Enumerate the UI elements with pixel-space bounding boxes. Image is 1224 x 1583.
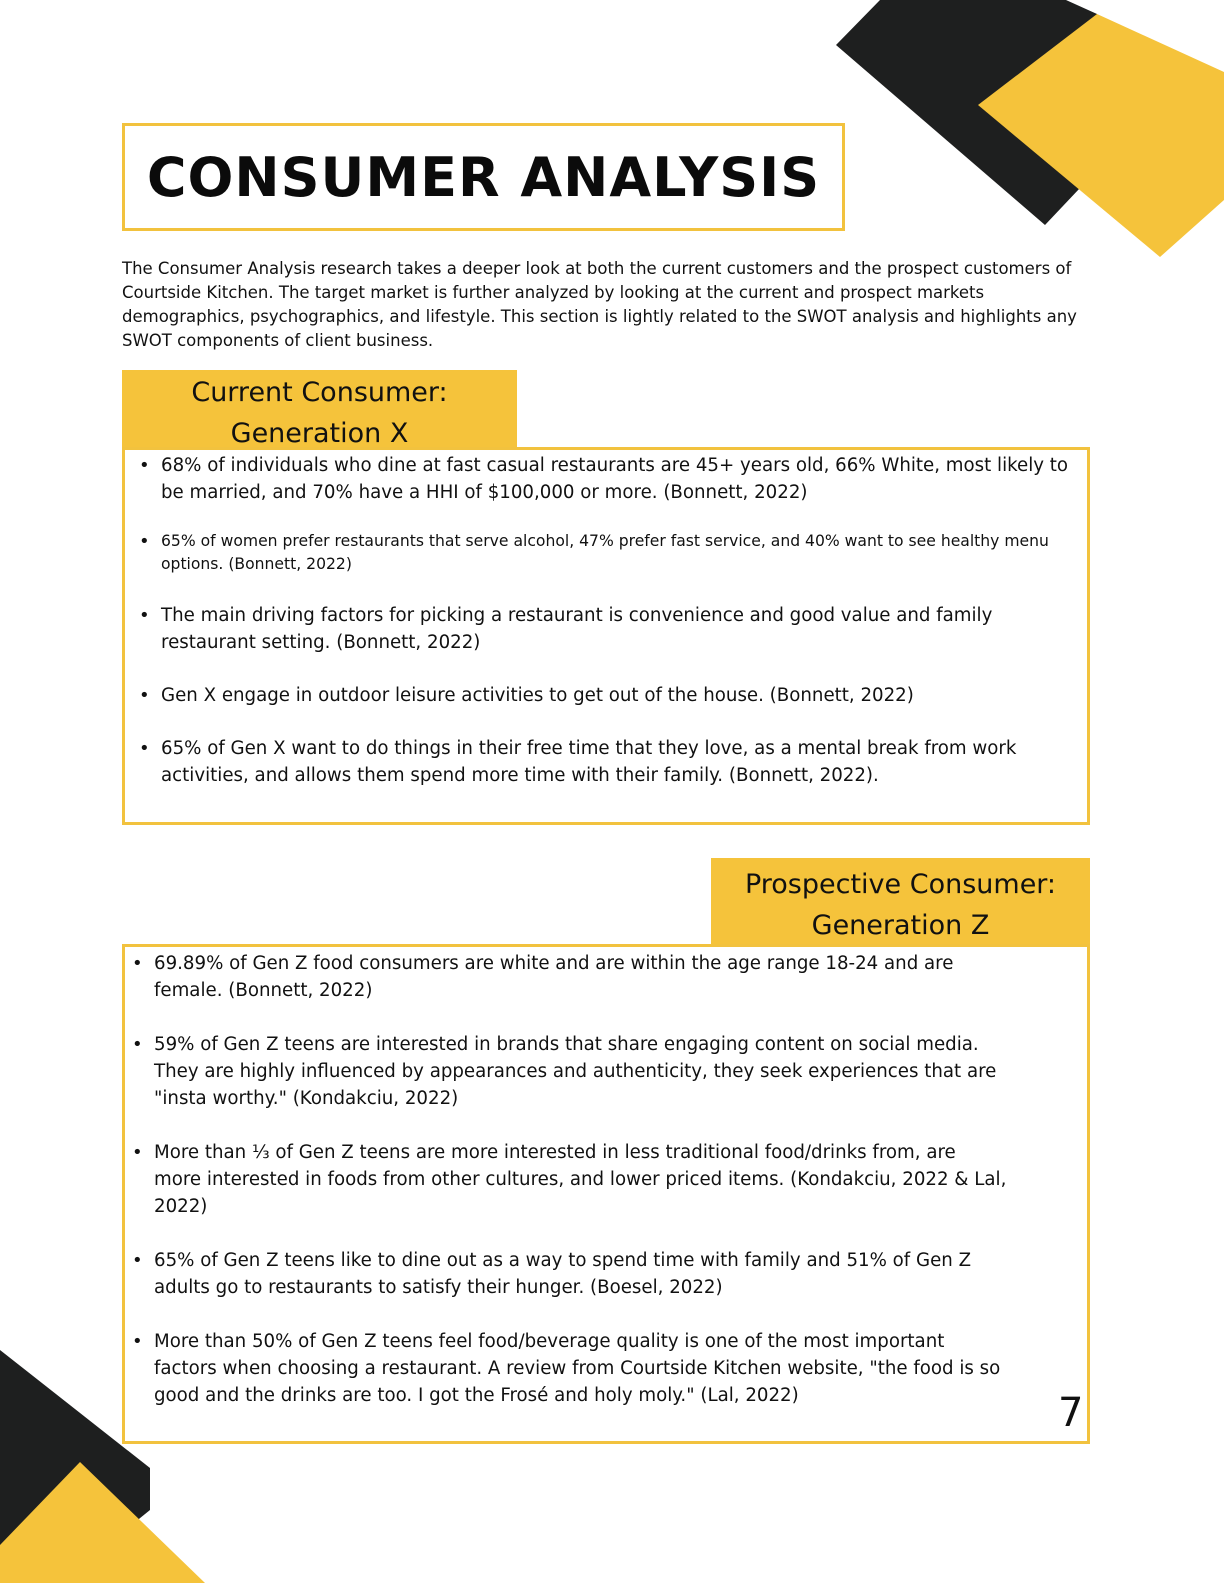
list-item: • 68% of individuals who dine at fast casual restaurants are 45+ years old, 66% White, most likely to be married, and 70% have a HHI of $100,000 or more. (Bonnett, 2022) (161, 452, 1081, 506)
prospective-heading-line1: Prospective Consumer: (744, 869, 1057, 900)
prospective-consumer-heading (711, 858, 1090, 944)
page-number: 7 (1058, 1390, 1084, 1436)
list-item: • 59% of Gen Z teens are interested in brands that share engaging content on social media. They are highly influenced by appearances and authenticity, they seek experiences that are "insta worthy." (Kondakciu, 2022) (154, 1031, 1007, 1112)
list-item: • 69.89% of Gen Z food consumers are white and are within the age range 18-24 and are female. (Bonnett, 2022) (154, 950, 1007, 1004)
list-item: • More than 50% of Gen Z teens feel food/beverage quality is one of the most important factors when choosing a restaurant. A review from Courtside Kitchen website, "the food is so good and the drinks are too. I got the Frosé and holy moly." (Lal, 2022) (154, 1328, 1007, 1409)
list-item: • More than ⅓ of Gen Z teens are more interested in less traditional food/drinks from, are more interested in foods from other cultures, and lower priced items. (Kondakciu, 2022 & Lal, 2022) (154, 1139, 1007, 1220)
current-heading-line2: Generation X (230, 418, 409, 449)
list-item: • 65% of Gen X want to do things in their free time that they love, as a mental break from work activities, and allows them spend more time with their family. (Bonnett, 2022). (161, 735, 1081, 789)
list-item: • 65% of women prefer restaurants that serve alcohol, 47% prefer fast service, and 40% want to see healthy menu options. (Bonnett, 2022) (161, 530, 1081, 576)
page-title: CONSUMER ANALYSIS (146, 145, 821, 209)
title-box (122, 123, 845, 231)
list-item: • Gen X engage in outdoor leisure activities to get out of the house. (Bonnett, 2022) (161, 682, 1081, 709)
prospective-consumer-box (122, 944, 1090, 1444)
list-item: • 65% of Gen Z teens like to dine out as a way to spend time with family and 51% of Gen Z adults go to restaurants to satisfy their hunger. (Boesel, 2022) (154, 1247, 1007, 1301)
intro-paragraph: The Consumer Analysis research takes a deeper look at both the current customers and the prospect customers of Courtside Kitchen. The target market is further analyzed by looking at the current and prospect markets demographics, psychographics, and lifestyle. This section is lightly related to the SWOT analysis and highlights any SWOT components of client business. (122, 259, 1077, 350)
current-consumer-heading (122, 370, 517, 447)
prospective-consumer-list (125, 947, 1087, 1409)
current-heading-line1: Current Consumer: (191, 377, 448, 408)
current-consumer-list (125, 450, 1087, 789)
list-item: • The main driving factors for picking a restaurant is convenience and good value and family restaurant setting. (Bonnett, 2022) (161, 602, 1081, 656)
prospective-heading-line2: Generation Z (811, 910, 990, 941)
current-consumer-box (122, 447, 1090, 825)
